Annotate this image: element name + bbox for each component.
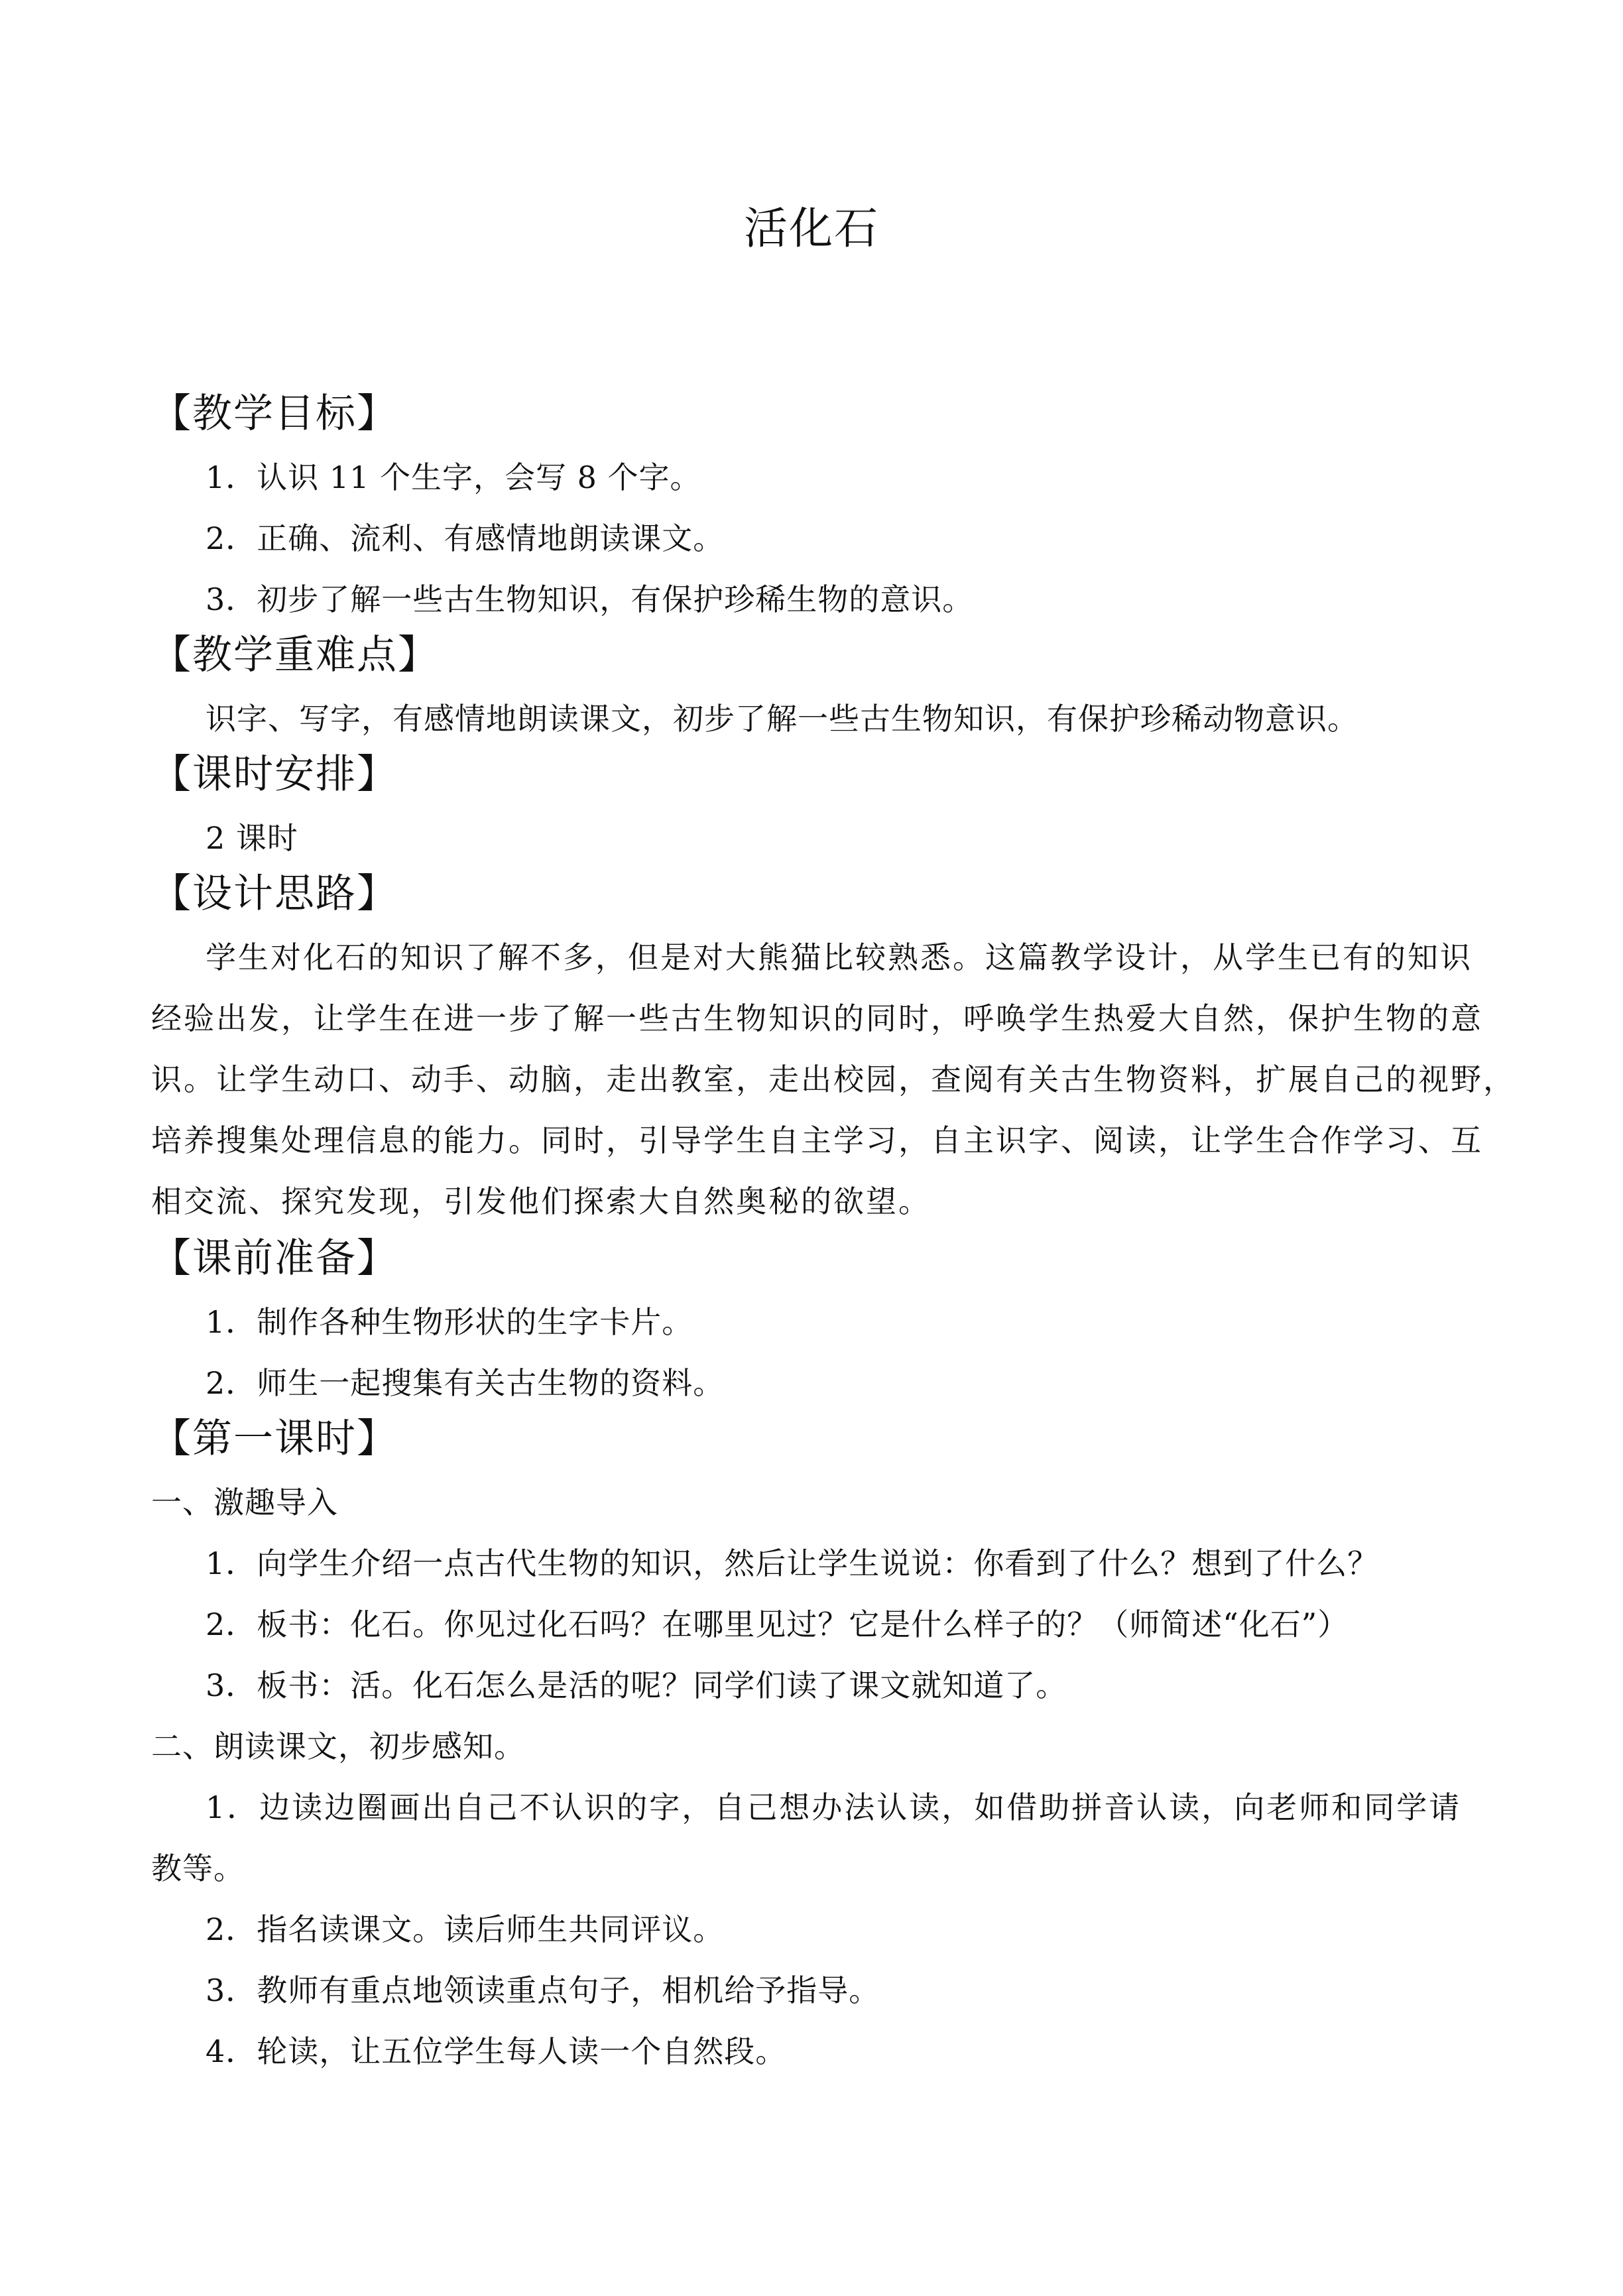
preparation-item-2: 2．师生一起搜集有关古生物的资料。 — [206, 1365, 725, 1401]
design-paragraph-line: 相交流、探究发现，引发他们探索大自然奥秘的欲望。 — [151, 1183, 931, 1219]
lesson1-part2-item-1-cont: 教等。 — [151, 1850, 245, 1886]
design-paragraph-line: 经验出发，让学生在进一步了解一些古生物知识的同时，呼唤学生热爱大自然，保护生物的意 — [151, 1000, 1483, 1036]
design-paragraph-line: 识。让学生动口、动手、动脑，走出教室，走出校园，查阅有关古生物资料，扩展自己的视野， — [151, 1061, 1516, 1097]
lesson1-part2-item-3: 3．教师有重点地领读重点句子，相机给予指导。 — [206, 1972, 880, 2008]
preparation-item-1: 1．制作各种生物形状的生字卡片。 — [206, 1304, 693, 1340]
design-heading: 【设计思路】 — [151, 871, 398, 917]
objective-item-2: 2．正确、流利、有感情地朗读课文。 — [206, 520, 725, 556]
lesson1-part1-item-1: 1．向学生介绍一点古代生物的知识，然后让学生说说：你看到了什么？想到了什么？ — [206, 1545, 1379, 1581]
objective-item-1: 1．认识 11 个生字，会写 8 个字。 — [206, 459, 701, 495]
lesson1-part2-item-2: 2．指名读课文。读后师生共同评议。 — [206, 1911, 725, 1947]
lesson1-part1-title: 一、激趣导入 — [151, 1484, 338, 1520]
design-paragraph-line: 培养搜集处理信息的能力。同时，引导学生自主学习，自主识字、阅读，让学生合作学习、互 — [151, 1122, 1483, 1158]
document-title: 活化石 — [744, 203, 879, 254]
lesson1-part1-item-2: 2．板书：化石。你见过化石吗？在哪里见过？它是什么样子的？（师简述“化石”） — [206, 1606, 1349, 1642]
design-paragraph-line: 学生对化石的知识了解不多，但是对大熊猫比较熟悉。这篇教学设计，从学生已有的知识 — [206, 939, 1473, 975]
lesson1-heading: 【第一课时】 — [151, 1416, 398, 1462]
key-points-heading: 【教学重难点】 — [151, 632, 439, 678]
lesson1-part2-title: 二、朗读课文，初步感知。 — [151, 1728, 525, 1764]
schedule-text: 2 课时 — [206, 820, 298, 856]
preparation-heading: 【课前准备】 — [151, 1235, 398, 1282]
objective-item-3: 3．初步了解一些古生物知识，有保护珍稀生物的意识。 — [206, 581, 974, 617]
lesson1-part2-item-1: 1．边读边圈画出自己不认识的字，自己想办法认读，如借助拼音认读，向老师和同学请 — [206, 1789, 1462, 1825]
lesson1-part2-item-4: 4．轮读，让五位学生每人读一个自然段。 — [206, 2033, 787, 2069]
lesson1-part1-item-3: 3．板书：活。化石怎么是活的呢？同学们读了课文就知道了。 — [206, 1667, 1067, 1703]
schedule-heading: 【课时安排】 — [151, 751, 398, 798]
objectives-heading: 【教学目标】 — [151, 391, 398, 437]
key-points-text: 识字、写字，有感情地朗读课文，初步了解一些古生物知识，有保护珍稀动物意识。 — [206, 701, 1358, 737]
